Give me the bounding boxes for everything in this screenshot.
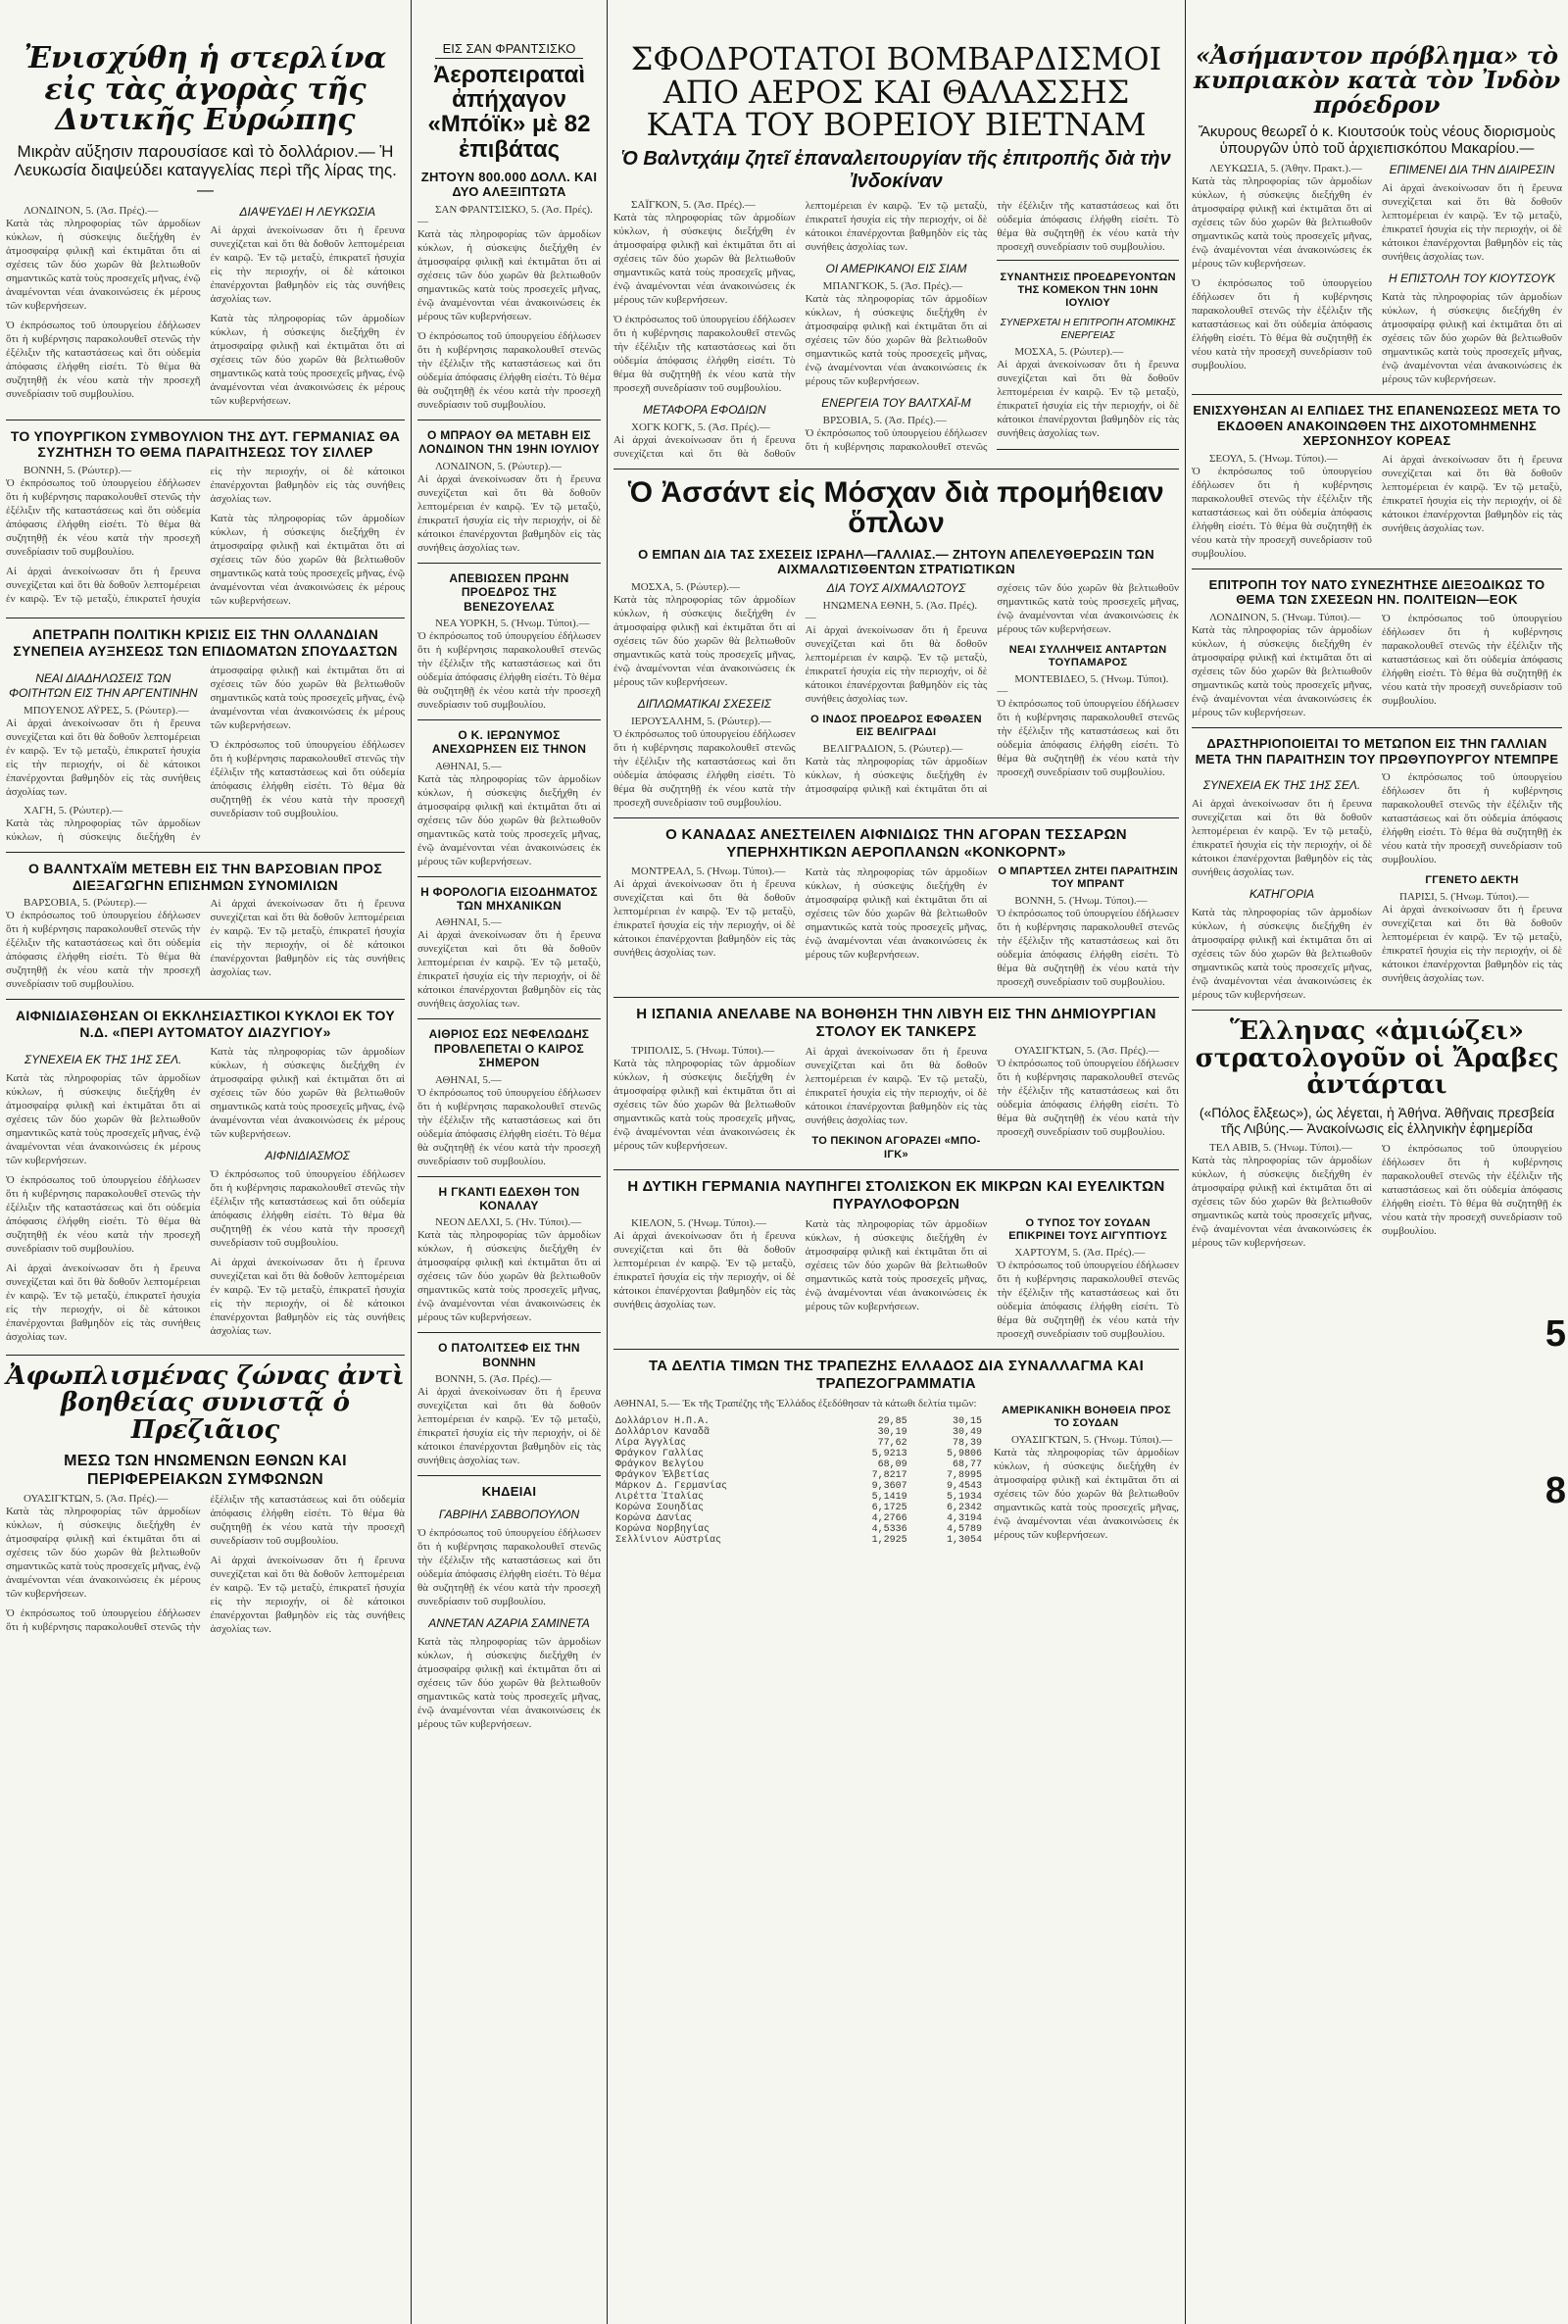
article-body: Κατὰ τὰς πληροφορίας τῶν ἁρμοδίων κύκλων, ἡ σύσκεψις διεξήχθη ἐν ἀτμοσφαίρᾳ φιλικῇ καὶ ἐκτιμᾶται ὅτι αἱ σχέσεις τῶν δύο χωρῶν θὰ βελτιωθοῦν σημαντικῶς κατὰ τοὺς προσεχεῖς μῆνας, ἐνῷ ἀναμένονται νέαι ἀνακοινώσεις ἐκ μέρους τῶν κυβερνήσεων. <box>417 772 601 867</box>
currency-name: Δολλάριον Καναδᾶ <box>615 1427 710 1439</box>
exchange-rate-row <box>613 1438 984 1449</box>
section-kicker: ΔΙΑΨΕΥΔΕΙ Η ΛΕΥΚΩΣΙΑ <box>239 205 376 220</box>
article-body: Αἱ ἀρχαὶ ἀνεκοίνωσαν ὅτι ἡ ἔρευνα συνεχίζεται καὶ ὅτι θὰ δοθοῦν λεπτομέρειαι ἐν καιρῷ. Ἐν τῷ μεταξὺ, ἐπικρατεῖ ἡσυχία εἰς τὴν περιοχήν, οἱ δὲ κάτοικοι ἐπανέρχονται βαθμηδὸν εἰς τὰς συνήθεις ἀσχολίας των. <box>805 1046 988 1127</box>
section-kicker: ΚΑΤΗΓΟΡΙΑ <box>1249 887 1315 902</box>
headline-vietnam-bombing: ΣΦΟΔΡΟΤΑΤΟΙ ΒΟΜΒΑΡΔΙΣΜΟΙ ΑΠΟ ΑΕΡΟΣ ΚΑΙ ΘΑΛΑΣΣΗΣ ΚΑΤΑ ΤΟΥ ΒΟΡΕΙΟΥ ΒΙΕΤΝΑΜ <box>630 40 1162 144</box>
divider <box>1192 1010 1562 1011</box>
dateline: ΝΕΟΝ ΔΕΛΧΙ, 5. (Ἠν. Τύποι).— <box>435 1216 582 1229</box>
dateline: ΣΑΝ ΦΡΑΝΤΣΙΣΚΟ, 5. (Ἀσ. Πρές).— <box>417 203 593 227</box>
article-body: Κατὰ τὰς πληροφορίας τῶν ἁρμοδίων κύκλων, ἡ σύσκεψις διεξήχθη ἐν ἀτμοσφαίρᾳ φιλικῇ καὶ ἐκτιμᾶται ὅτι αἱ σχέσεις τῶν δύο χωρῶν θὰ βελτιωθοῦν σημαντικῶς κατὰ τοὺς προσεχεῖς μῆνας, ἐνῷ ἀναμένονται νέαι ἀνακοινώσεις ἐκ μέρους τῶν κυβερνήσεων. <box>210 513 405 608</box>
currency-name: Κορώνα Νορβηγίας <box>615 1524 710 1536</box>
article-body: Κατὰ τὰς πληροφορίας τῶν ἁρμοδίων κύκλων, ἡ σύσκεψις διεξήχθη ἐν ἀτμοσφαίρᾳ φιλικῇ καὶ ἐκτιμᾶται ὅτι αἱ σχέσεις τῶν δύο χωρῶν θὰ βελτιωθοῦν σημαντικῶς κατὰ τοὺς προσεχεῖς μῆνας, ἐνῷ ἀναμένονται νέαι ἀνακοινώσεις ἐκ μέρους τῶν κυβερνήσεων. <box>805 865 988 961</box>
article-body: Ὁ ἐκπρόσωπος τοῦ ὑπουργείου ἐδήλωσεν ὅτι ἡ κυβέρνησις παρακολουθεῖ στενῶς τὴν ἐξέλιξιν τῆς καταστάσεως καὶ ὅτι οὐδεμία ἀπόφασις ἐλήφθη εἰσέτι. Τὸ θέμα θὰ συζητηθῇ ἐκ νέου κατὰ τὴν προσεχῆ συνεδρίασιν τοῦ συμβουλίου. <box>613 727 796 809</box>
dateline: ΧΟΓΚ ΚΟΓΚ, 5. (Ἀσ. Πρές).— <box>631 420 770 433</box>
article-body: Κατὰ τὰς πληροφορίας τῶν ἁρμοδίων κύκλων, ἡ σύσκεψις διεξήχθη ἐν ἀτμοσφαίρᾳ φιλικῇ καὶ ἐκτιμᾶται ὅτι αἱ σχέσεις τῶν δύο χωρῶν θὰ βελτιωθοῦν σημαντικῶς κατὰ τοὺς προσεχεῖς μῆνας, ἐνῷ ἀναμένονται νέαι ἀνακοινώσεις ἐκ μέρους τῶν κυβερνήσεων. <box>613 593 796 688</box>
currency-name: Μάρκον Δ. Γερμανίας <box>615 1481 728 1493</box>
article-body: Κατὰ τὰς πληροφορίας τῶν ἁρμοδίων κύκλων, ἡ σύσκεψις διεξήχθη ἐν ἀτμοσφαίρᾳ φιλικῇ καὶ ἐκτιμᾶται ὅτι αἱ σχέσεις τῶν δύο χωρῶν θὰ βελτιωθοῦν σημαντικῶς κατὰ τοὺς προσεχεῖς μῆνας, ἐνῷ ἀναμένονται νέαι ἀνακοινώσεις ἐκ μέρους τῶν κυβερνήσεων. <box>6 664 405 843</box>
divider <box>613 469 1179 470</box>
headline-us-aid-sudan: ΑΜΕΡΙΚΑΝΙΚΗ ΒΟΗΘΕΙΑ ΠΡΟΣ ΤΟ ΣΟΥΔΑΝ <box>1002 1405 1171 1430</box>
sell-rate: 30,49 <box>952 1427 982 1439</box>
funeral-name: ΑΝΝΕΤΑΝ ΑΖΑΡΙΑ ΣΑΜΙΝΕΤΑ <box>428 1615 590 1630</box>
headline-cyprus-problem: «Ἀσήμαντον πρόβλημα» τὸ κυπριακὸν κατὰ τὸν Ἰνδὸν πρόεδρον <box>1193 41 1561 120</box>
article-body: Ὁ ἐκπρόσωπος τοῦ ὑπουργείου ἐδήλωσεν ὅτι ἡ κυβέρνησις παρακολουθεῖ στενῶς τὴν ἐξέλιξιν τῆς καταστάσεως καὶ ὅτι οὐδεμία ἀπόφασις ἐλήφθη εἰσέτι. Τὸ θέμα θὰ συζητηθῇ ἐκ νέου κατὰ τὴν προσεχῆ συνεδρίασιν τοῦ συμβουλίου. <box>417 629 601 711</box>
divider <box>613 817 1179 818</box>
article-body: Ὁ ἐκπρόσωπος τοῦ ὑπουργείου ἐδήλωσεν ὅτι ἡ κυβέρνησις παρακολουθεῖ στενῶς τὴν ἐξέλιξιν τῆς καταστάσεως καὶ ὅτι οὐδεμία ἀπόφασις ἐλήφθη εἰσέτι. Τὸ θέμα θὰ συζητηθῇ ἐκ νέου κατὰ τὴν προσεχῆ συνεδρίασιν τοῦ συμβουλίου. <box>805 199 1179 453</box>
currency-name: Φράγκον Βελγίου <box>615 1459 705 1471</box>
article-body: Ὁ ἐκπρόσωπος τοῦ ὑπουργείου ἐδήλωσεν ὅτι ἡ κυβέρνησις παρακολουθεῖ στενῶς τὴν ἐξέλιξιν τῆς καταστάσεως καὶ ὅτι οὐδεμία ἀπόφασις ἐλήφθη εἰσέτι. Τὸ θέμα θὰ συζητηθῇ ἐκ νέου κατὰ τὴν προσεχῆ συνεδρίασιν τοῦ συμβουλίου. <box>1382 771 1562 866</box>
article-body: Αἱ ἀρχαὶ ἀνεκοίνωσαν ὅτι ἡ ἔρευνα συνεχίζεται καὶ ὅτι θὰ δοθοῦν λεπτομέρειαι ἐν καιρῷ. Ἐν τῷ μεταξὺ, ἐπικρατεῖ ἡσυχία εἰς τὴν περιοχήν, οἱ δὲ κάτοικοι ἐπανέρχονται βαθμηδὸν εἰς τὰς συνήθεις ἀσχολίας των. <box>210 1555 405 1636</box>
sell-rate: 4,5789 <box>946 1524 982 1536</box>
dateline: ΑΘΗΝΑΙ, 5.— <box>435 1073 502 1086</box>
article-body: Αἱ ἀρχαὶ ἀνεκοίνωσαν ὅτι ἡ ἔρευνα συνεχίζεται καὶ ὅτι θὰ δοθοῦν λεπτομέρειαι ἐν καιρῷ. Ἐν τῷ μεταξὺ, ἐπικρατεῖ ἡσυχία εἰς τὴν περιοχήν, οἱ δὲ κάτοικοι ἐπανέρχονται βαθμηδὸν εἰς τὰς συνήθεις ἀσχολίας των. <box>6 717 201 798</box>
sell-rate: 7,8995 <box>946 1470 982 1482</box>
subheadline-libya-embassy: («Πόλος ἔλξεως»), ὡς λέγεται, ἡ Ἀθήνα. Ἀθῆναις πρεσβεία τῆς Λιβύης.— Ἀνακοίνωσις εἰς ἑλληνικὴν ἐφημερίδα <box>1199 1105 1555 1137</box>
article-body: Κατὰ τὰς πληροφορίας τῶν ἁρμοδίων κύκλων, ἡ σύσκεψις διεξήχθη ἐν ἀτμοσφαίρᾳ φιλικῇ καὶ ἐκτιμᾶται ὅτι αἱ σχέσεις τῶν δύο χωρῶν θὰ βελτιωθοῦν σημαντικῶς κατὰ τοὺς προσεχεῖς μῆνας, ἐνῷ ἀναμένονται νέαι ἀνακοινώσεις ἐκ μέρους τῶν κυβερνήσεων. <box>805 1217 988 1312</box>
currency-name: Κορώνα Σουηδίας <box>615 1503 705 1514</box>
buy-rate: 9,3607 <box>871 1481 907 1493</box>
buy-rate: 4,5336 <box>871 1524 907 1536</box>
article-body: Ὁ ἐκπρόσωπος τοῦ ὑπουργείου ἐδήλωσεν ὅτι ἡ κυβέρνησις παρακολουθεῖ στενῶς τὴν ἐξέλιξιν τῆς καταστάσεως καὶ ὅτι οὐδεμία ἀπόφασις ἐλήφθη εἰσέτι. Τὸ θέμα θὰ συζητηθῇ ἐκ νέου κατὰ τὴν προσεχῆ συνεδρίασιν τοῦ συμβουλίου. <box>6 910 201 991</box>
currency-name: Σελλίνιον Αὐστρίας <box>615 1535 722 1547</box>
sell-rate: 5,9806 <box>946 1449 982 1460</box>
article-body: Ὁ ἐκπρόσωπος τοῦ ὑπουργείου ἐδήλωσεν ὅτι ἡ κυβέρνησις παρακολουθεῖ στενῶς τὴν ἐξέλιξιν τῆς καταστάσεως καὶ ὅτι οὐδεμία ἀπόφασις ἐλήφθη εἰσέτι. Τὸ θέμα θὰ συζητηθῇ ἐκ νέου κατὰ τὴν προσεχῆ συνεδρίασιν τοῦ συμβουλίου. <box>6 320 201 401</box>
article-body: Κατὰ τὰς πληροφορίας τῶν ἁρμοδίων κύκλων, ἡ σύσκεψις διεξήχθη ἐν ἀτμοσφαίρᾳ φιλικῇ καὶ ἐκτιμᾶται ὅτι αἱ σχέσεις τῶν δύο χωρῶν θὰ βελτιωθοῦν σημαντικῶς κατὰ τοὺς προσεχεῖς μῆνας, ἐνῷ ἀναμένονται νέαι ἀνακοινώσεις ἐκ μέρους τῶν κυβερνήσεων. <box>613 211 796 306</box>
exchange-rate-row <box>613 1492 984 1503</box>
sell-rate: 4,3194 <box>946 1513 982 1525</box>
column-1 <box>0 0 412 2324</box>
dateline: ΜΟΣΧΑ, 5. (Ρώυτερ).— <box>631 580 740 593</box>
sell-rate: 6,2342 <box>946 1503 982 1514</box>
dateline: ΒΟΝΝΗ, 5. (Ἠνωμ. Τύποι).— <box>1014 895 1148 908</box>
divider <box>417 1176 601 1177</box>
headline-tupamaros: ΝΕΑΙ ΣΥΛΛΗΨΕΙΣ ΑΝΤΑΡΤΩΝ ΤΟΥΠΑΜΑΡΟΣ <box>1008 643 1167 669</box>
divider <box>613 1349 1179 1350</box>
headline-comecon: ΣΥΝΑΝΤΗΣΙΣ ΠΡΟΕΔΡΕΥΟΝΤΩΝ ΤΗΣ ΚΟΜΕΚΟΝ ΤΗΝ 10ΗΝ ΙΟΥΛΙΟΥ <box>1000 271 1176 310</box>
buy-rate: 7,8217 <box>871 1470 907 1482</box>
section-kicker: ΔΙΑ ΤΟΥΣ ΑΙΧΜΑΛΩΤΟΥΣ <box>826 580 966 595</box>
dateline: ΜΟΝΤΕΒΙΔΕΟ, 5. (Ἠνωμ. Τύποι).— <box>997 673 1169 698</box>
headline-peking-boeing: ΤΟ ΠΕΚΙΝΟΝ ΑΓΟΡΑΖΕΙ «ΜΠΟ-ΙΓΚ» <box>811 1135 981 1161</box>
headline-spain-libya: Η ΙΣΠΑΝΙΑ ΑΝΕΛΑΒΕ ΝΑ ΒΟΗΘΗΣΗ ΤΗΝ ΛΙΒΥΗ ΕΙΣ ΤΗΝ ΔΗΜΙΟΥΡΓΙΑΝ ΣΤΟΛΟΥ ΕΚ ΤΑΝΚΕΡΣ <box>636 1006 1156 1041</box>
dateline: ΒΟΝΝΗ, 5. (Ἀσ. Πρές).— <box>435 1373 552 1386</box>
column-3 <box>608 0 1186 2324</box>
article-body: Κατὰ τὰς πληροφορίας τῶν ἁρμοδίων κύκλων, ἡ σύσκεψις διεξήχθη ἐν ἀτμοσφαίρᾳ φιλικῇ καὶ ἐκτιμᾶται ὅτι αἱ σχέσεις τῶν δύο χωρῶν θὰ βελτιωθοῦν σημαντικῶς κατὰ τοὺς προσεχεῖς μῆνας, ἐνῷ ἀναμένονται νέαι ἀνακοινώσεις ἐκ μέρους τῶν κυβερνήσεων. <box>210 1046 405 1141</box>
article-body: Ὁ ἐκπρόσωπος τοῦ ὑπουργείου ἐδήλωσεν ὅτι ἡ κυβέρνησις παρακολουθεῖ στενῶς τὴν ἐξέλιξιν τῆς καταστάσεως καὶ ὅτι οὐδεμία ἀπόφασις ἐλήφθη εἰσέτι. Τὸ θέμα θὰ συζητηθῇ ἐκ νέου κατὰ τὴν προσεχῆ συνεδρίασιν τοῦ συμβουλίου. <box>997 698 1179 779</box>
buy-rate: 4,2766 <box>871 1513 907 1525</box>
exchange-rate-row <box>613 1503 984 1513</box>
section-kicker: ΕΠΙΜΕΝΕΙ ΔΙΑ ΤΗΝ ΔΙΑΙΡΕΣΙΝ <box>1389 163 1555 177</box>
divider <box>6 999 405 1000</box>
buy-rate: 5,1419 <box>871 1492 907 1504</box>
article-body: Κατὰ τὰς πληροφορίας τῶν ἁρμοδίων κύκλων, ἡ σύσκεψις διεξήχθη ἐν ἀτμοσφαίρᾳ φιλικῇ καὶ ἐκτιμᾶται ὅτι αἱ σχέσεις τῶν δύο χωρῶν θὰ βελτιωθοῦν σημαντικῶς κατὰ τοὺς προσεχεῖς μῆνας, ἐνῷ ἀναμένονται νέαι ἀνακοινώσεις ἐκ μέρους τῶν κυβερνήσεων. <box>417 1635 601 1730</box>
section-kicker: ΕΝΕΡΓΕΙΑ ΤΟΥ ΒΑΛΤΧΑΪ-Μ <box>821 395 971 410</box>
dateline: ΟΥΑΣΙΓΚΤΩΝ, 5. (Ἀσ. Πρές).— <box>1014 1045 1159 1058</box>
currency-name: Κορώνα Δανίας <box>615 1513 693 1525</box>
section-kicker: ΜΕΤΑΦΟΡΑ ΕΦΟΔΙΩΝ <box>643 402 766 417</box>
article-body: Κατὰ τὰς πληροφορίας τῶν ἁρμοδίων κύκλων, ἡ σύσκεψις διεξήχθη ἐν ἀτμοσφαίρᾳ φιλικῇ καὶ ἐκτιμᾶται ὅτι αἱ σχέσεις τῶν δύο χωρῶν θὰ βελτιωθοῦν σημαντικῶς κατὰ τοὺς προσεχεῖς μῆνας, ἐνῷ ἀναμένονται νέαι ἀνακοινώσεις ἐκ μέρους τῶν κυβερνήσεων. <box>1192 624 1372 719</box>
subheadline-argentina: ΝΕΑΙ ΔΙΑΔΗΛΩΣΕΙΣ ΤΩΝ ΦΟΙΤΗΤΩΝ ΕΙΣ ΤΗΝ ΑΡΓΕΝΤΙΝΗΝ <box>8 670 198 700</box>
dateline: ΛΕΥΚΩΣΙΑ, 5. (Ἀθην. Πρακτ.).— <box>1209 163 1362 175</box>
divider <box>417 1475 601 1476</box>
article-body: Αἱ ἀρχαὶ ἀνεκοίνωσαν ὅτι ἡ ἔρευνα συνεχίζεται καὶ ὅτι θὰ δοθοῦν λεπτομέρειαι ἐν καιρῷ. Ἐν τῷ μεταξὺ, ἐπικρατεῖ ἡσυχία εἰς τὴν περιοχήν, οἱ δὲ κάτοικοι ἐπανέρχονται βαθμηδὸν εἰς τὰς συνήθεις ἀσχολίας των. <box>210 898 405 979</box>
exchange-rate-row <box>613 1449 984 1459</box>
dateline: ΙΕΡΟΥΣΑΛΗΜ, 5. (Ρώυτερ).— <box>631 715 771 727</box>
headline-divorce-law: ΑΙΦΝΙΔΙΑΣΘΗΣΑΝ ΟΙ ΕΚΚΛΗΣΙΑΣΤΙΚΟΙ ΚΥΚΛΟΙ ΕΚ ΤΟΥ Ν.Δ. «ΠΕΡΙ ΑΥΤΟΜΑΤΟΥ ΔΙΑΖΥΓΙΟΥ» <box>16 1008 395 1041</box>
article-body: Αἱ ἀρχαὶ ἀνεκοίνωσαν ὅτι ἡ ἔρευνα συνεχίζεται καὶ ὅτι θὰ δοθοῦν λεπτομέρειαι ἐν καιρῷ. Ἐν τῷ μεταξὺ, ἐπικρατεῖ ἡσυχία εἰς τὴν περιοχήν, οἱ δὲ κάτοικοι ἐπανέρχονται βαθμηδὸν εἰς τὰς συνήθεις ἀσχολίας των. <box>210 224 405 306</box>
article-body: Ὁ ἐκπρόσωπος τοῦ ὑπουργείου ἐδήλωσεν ὅτι ἡ κυβέρνησις παρακολουθεῖ στενῶς τὴν ἐξέλιξιν τῆς καταστάσεως καὶ ὅτι οὐδεμία ἀπόφασις ἐλήφθη εἰσέτι. Τὸ θέμα θὰ συζητηθῇ ἐκ νέου κατὰ τὴν προσεχῆ συνεδρίασιν τοῦ συμβουλίου. <box>6 477 201 559</box>
dateline: ΠΑΡΙΣΙ, 5. (Ἠνωμ. Τύποι).— <box>1399 891 1529 904</box>
article-body: Κατὰ τὰς πληροφορίας τῶν ἁρμοδίων κύκλων, ἡ σύσκεψις διεξήχθη ἐν ἀτμοσφαίρᾳ φιλικῇ καὶ ἐκτιμᾶται ὅτι αἱ σχέσεις τῶν δύο χωρῶν θὰ βελτιωθοῦν σημαντικῶς κατὰ τοὺς προσεχεῖς μῆνας, ἐνῷ ἀναμένονται νέαι ἀνακοινώσεις ἐκ μέρους τῶν κυβερνήσεων. <box>1192 907 1372 1002</box>
exchange-rate-table <box>613 1416 984 1546</box>
article-body: Αἱ ἀρχαὶ ἀνεκοίνωσαν ὅτι ἡ ἔρευνα συνεχίζεται καὶ ὅτι θὰ δοθοῦν λεπτομέρειαι ἐν καιρῷ. Ἐν τῷ μεταξὺ, ἐπικρατεῖ ἡσυχία εἰς τὴν περιοχήν, οἱ δὲ κάτοικοι ἐπανέρχονται βαθμηδὸν εἰς τὰς συνήθεις ἀσχολίας των. <box>805 623 988 705</box>
headline-venezuela-president: ΑΠΕΒΙΩΣΕΝ ΠΡΩΗΝ ΠΡΟΕΔΡΟΣ ΤΗΣ ΒΕΝΕΖΟΥΕΛΑΣ <box>449 570 569 614</box>
headline-france-front: ΔΡΑΣΤΗΡΙΟΠΟΙΕΙΤΑΙ ΤΟ ΜΕΤΩΠΟΝ ΕΙΣ ΤΗΝ ΓΑΛΛΙΑΝ ΜΕΤΑ ΤΗΝ ΠΑΡΑΙΤΗΣΙΝ ΤΟΥ ΠΡΩΘΥΠΟΥΡΓΟΥ ΝΤΕΜΠΡΕ <box>1195 736 1559 766</box>
headline-accepted: ΓΓΕΝΕΤΟ ΔΕΚΤΗ <box>1425 874 1519 887</box>
article-body: Ὁ ἐκπρόσωπος τοῦ ὑπουργείου ἐδήλωσεν ὅτι ἡ κυβέρνησις παρακολουθεῖ στενῶς τὴν ἐξέλιξιν τῆς καταστάσεως καὶ ὅτι οὐδεμία ἀπόφασις ἐλήφθη εἰσέτι. Τὸ θέμα θὰ συζητηθῇ ἐκ νέου κατὰ τὴν προσεχῆ συνεδρίασιν τοῦ συμβουλίου. <box>417 329 601 411</box>
dateline: ΛΟΝΔΙΝΟΝ, 5. (Ἠνωμ. Τύποι).— <box>1209 612 1361 624</box>
divider <box>1192 727 1562 728</box>
sell-rate: 68,77 <box>952 1459 982 1471</box>
headline-funerals: ΚΗΔΕΙΑΙ <box>481 1484 537 1500</box>
currency-name: Φράγκον Γαλλίας <box>615 1449 705 1460</box>
section-kicker: ΑΙΦΝΙΔΙΑΣΜΟΣ <box>265 1149 350 1163</box>
article-body: Αἱ ἀρχαὶ ἀνεκοίνωσαν ὅτι ἡ ἔρευνα συνεχίζεται καὶ ὅτι θὰ δοθοῦν λεπτομέρειαι ἐν καιρῷ. Ἐν τῷ μεταξὺ, ἐπικρατεῖ ἡσυχία εἰς τὴν περιοχήν, οἱ δὲ κάτοικοι ἐπανέρχονται βαθμηδὸν εἰς τὰς συνήθεις ἀσχολίας των. <box>417 929 601 1011</box>
article-body: Αἱ ἀρχαὶ ἀνεκοίνωσαν ὅτι ἡ ἔρευνα συνεχίζεται καὶ ὅτι θὰ δοθοῦν λεπτομέρειαι ἐν καιρῷ. Ἐν τῷ μεταξὺ, ἐπικρατεῖ ἡσυχία εἰς τὴν περιοχήν, οἱ δὲ κάτοικοι ἐπανέρχονται βαθμηδὸν εἰς τὰς συνήθεις ἀσχολίας των. <box>210 1257 405 1338</box>
dateline: ΟΥΑΣΙΓΚΤΩΝ, 5. (Ἠνωμ. Τύποι).— <box>1011 1434 1173 1447</box>
subheadline-eban: Ο ΕΜΠΑΝ ΔΙΑ ΤΑΣ ΣΧΕΣΕΙΣ ΙΣΡΑΗΛ—ΓΑΛΛΙΑΣ.— ΖΗΤΟΥΝ ΑΠΕΛΕΥΘΕΡΩΣΙΝ ΤΩΝ ΑΙΧΜΑΛΩΤΙΣΘΕΝΤΩΝ ΣΤΡΑΤΙΩΤΙΚΩΝ <box>638 546 1154 577</box>
exchange-rate-row <box>613 1535 984 1546</box>
headline-weather: ΑΙΘΡΙΟΣ ΕΩΣ ΝΕΦΕΛΩΔΗΣ ΠΡΟΒΛΕΠΕΤΑΙ Ο ΚΑΙΡΟΣ ΣΗΜΕΡΟΝ <box>428 1027 590 1070</box>
dateline: ΒΡΣΟΒΙΑ, 5. (Ἀσ. Πρές).— <box>822 414 947 426</box>
currency-name: Λίρα Ἀγγλίας <box>615 1438 687 1450</box>
headline-patolichev-bonn: Ο ΠΑΤΟΛΙΤΣΕΦ ΕΙΣ ΤΗΝ ΒΟΝΝΗΝ <box>438 1341 580 1369</box>
divider <box>6 1355 405 1356</box>
sell-rate: 30,15 <box>952 1416 982 1428</box>
article-body: Αἱ ἀρχαὶ ἀνεκοίνωσαν ὅτι ἡ ἔρευνα συνεχίζεται καὶ ὅτι θὰ δοθοῦν λεπτομέρειαι ἐν καιρῷ. Ἐν τῷ μεταξὺ, ἐπικρατεῖ ἡσυχία εἰς τὴν περιοχήν, οἱ δὲ κάτοικοι ἐπανέρχονται βαθμηδὸν εἰς τὰς συνήθεις ἀσχολίας των. <box>417 472 601 554</box>
divider <box>417 876 601 877</box>
article-body: Ὁ ἐκπρόσωπος τοῦ ὑπουργείου ἐδήλωσεν ὅτι ἡ κυβέρνησις παρακολουθεῖ στενῶς τὴν ἐξέλιξιν τῆς καταστάσεως καὶ ὅτι οὐδεμία ἀπόφασις ἐλήφθη εἰσέτι. Τὸ θέμα θὰ συζητηθῇ ἐκ νέου κατὰ τὴν προσεχῆ συνεδρίασιν τοῦ συμβουλίου. <box>417 1526 601 1607</box>
article-body: Κατὰ τὰς πληροφορίας τῶν ἁρμοδίων κύκλων, ἡ σύσκεψις διεξήχθη ἐν ἀτμοσφαίρᾳ φιλικῇ καὶ ἐκτιμᾶται ὅτι αἱ σχέσεις τῶν δύο χωρῶν θὰ βελτιωθοῦν σημαντικῶς κατὰ τοὺς προσεχεῖς μῆνας, ἐνῷ ἀναμένονται νέαι ἀνακοινώσεις ἐκ μέρους τῶν κυβερνήσεων. <box>417 227 601 322</box>
headline-sudan-press: Ο ΤΥΠΟΣ ΤΟΥ ΣΟΥΔΑΝ ΕΠΙΚΡΙΝΕΙ ΤΟΥΣ ΑΙΓΥΠΤΙΟΥΣ <box>1008 1216 1168 1242</box>
article-body: Αἱ ἀρχαὶ ἀνεκοίνωσαν ὅτι ἡ ἔρευνα συνεχίζεται καὶ ὅτι θὰ δοθοῦν λεπτομέρειαι ἐν καιρῷ. Ἐν τῷ μεταξὺ, ἐπικρατεῖ ἡσυχία εἰς τὴν περιοχήν, οἱ δὲ κάτοικοι ἐπανέρχονται βαθμηδὸν εἰς τὰς συνήθεις ἀσχολίας των. <box>1382 453 1562 534</box>
article-body: ΑΘΗΝΑΙ, 5.— Ἐκ τῆς Τραπέζης τῆς Ἑλλάδος ἐξεδόθησαν τὰ κάτωθι δελτία τιμῶν: <box>613 1398 977 1410</box>
divider <box>6 852 405 853</box>
headline-assad-moscow: Ὁ Ἀσσάντ εἰς Μόσχαν διὰ προμήθειαν ὅπλων <box>628 475 1164 540</box>
buy-rate: 77,62 <box>877 1438 907 1450</box>
subheadline-ransom: ΖΗΤΟΥΝ 800.000 ΔΟΛΛ. ΚΑΙ ΔΥΟ ΑΛΕΞΙΠΤΩΤΑ <box>420 169 598 200</box>
edge-number: 8 <box>1544 1470 1566 1511</box>
buy-rate: 6,1725 <box>871 1503 907 1514</box>
article-body: Αἱ ἀρχαὶ ἀνεκοίνωσαν ὅτι ἡ ἔρευνα συνεχίζεται καὶ ὅτι θὰ δοθοῦν λεπτομέρειαι ἐν καιρῷ. Ἐν τῷ μεταξὺ, ἐπικρατεῖ ἡσυχία εἰς τὴν περιοχήν, οἱ δὲ κάτοικοι ἐπανέρχονται βαθμηδὸν εἰς τὰς συνήθεις ἀσχολίας των. <box>613 199 988 460</box>
dateline: ΣΑΪΓΚΟΝ, 5. (Ἀσ. Πρές).— <box>631 198 756 211</box>
dateline: ΛΟΝΔΙΝΟΝ, 5. (Ἀσ. Πρές).— <box>24 205 159 218</box>
section-kicker: ΔΙΠΛΩΜΑΤΙΚΑΙ ΣΧΕΣΕΙΣ <box>637 696 771 711</box>
article-body: Ὁ ἐκπρόσωπος τοῦ ὑπουργείου ἐδήλωσεν ὅτι ἡ κυβέρνησις παρακολουθεῖ στενῶς τὴν ἐξέλιξιν τῆς καταστάσεως καὶ ὅτι οὐδεμία ἀπόφασις ἐλήφθη εἰσέτι. Τὸ θέμα θὰ συζητηθῇ ἐκ νέου κατὰ τὴν προσεχῆ συνεδρίασιν τοῦ συμβουλίου. <box>997 908 1179 989</box>
article-body: Ὁ ἐκπρόσωπος τοῦ ὑπουργείου ἐδήλωσεν ὅτι ἡ κυβέρνησις παρακολουθεῖ στενῶς τὴν ἐξέλιξιν τῆς καταστάσεως καὶ ὅτι οὐδεμία ἀπόφασις ἐλήφθη εἰσέτι. Τὸ θέμα θὰ συζητηθῇ ἐκ νέου κατὰ τὴν προσεχῆ συνεδρίασιν τοῦ συμβουλίου. <box>210 1168 405 1250</box>
continuation-note: ΣΥΝΕΧΕΙΑ ΕΚ ΤΗΣ 1ΗΣ ΣΕΛ. <box>1202 778 1361 793</box>
continuation-note: ΣΥΝΕΧΕΙΑ ΕΚ ΤΗΣ 1ΗΣ ΣΕΛ. <box>24 1053 182 1067</box>
headline-barzel-brandt: Ο ΜΠΑΡΤΣΕΛ ΖΗΤΕΙ ΠΑΡΑΙΤΗΣΙΝ ΤΟΥ ΜΠΡΑΝΤ <box>998 865 1178 891</box>
currency-name: Φράγκον Ἑλβετίας <box>615 1470 710 1482</box>
divider <box>417 563 601 564</box>
headline-bank-of-greece-rates: ΤΑ ΔΕΛΤΙΑ ΤΙΜΩΝ ΤΗΣ ΤΡΑΠΕΖΗΣ ΕΛΛΑΔΟΣ ΔΙΑ ΣΥΝΑΛΛΑΓΜΑ ΚΑΙ ΤΡΑΠΕΖΟΓΡΑΜΜΑΤΙΑ <box>648 1358 1145 1393</box>
column-2 <box>412 0 608 2324</box>
headline-brown-london: Ο ΜΠΡΑΟΥ ΘΑ ΜΕΤΑΒΗ ΕΙΣ ΛΟΝΔΙΝΟΝ ΤΗΝ 19ΗΝ ΙΟΥΛΙΟΥ <box>418 427 600 457</box>
dateline: ΣΕΟΥΛ, 5. (Ἠνωμ. Τύποι).— <box>1209 452 1338 465</box>
dateline: ΤΡΙΠΟΛΙΣ, 5. (Ἠνωμ. Τύποι).— <box>631 1045 775 1058</box>
subheadline-un-pacts: ΜΕΣΩ ΤΩΝ ΗΝΩΜΕΝΩΝ ΕΘΝΩΝ ΚΑΙ ΠΕΡΙΦΕΡΕΙΑΚΩΝ ΣΥΜΦΩΝΩΝ <box>64 1452 347 1489</box>
article-body: Αἱ ἀρχαὶ ἀνεκοίνωσαν ὅτι ἡ ἔρευνα συνεχίζεται καὶ ὅτι θὰ δοθοῦν λεπτομέρειαι ἐν καιρῷ. Ἐν τῷ μεταξὺ, ἐπικρατεῖ ἡσυχία εἰς τὴν περιοχήν, οἱ δὲ κάτοικοι ἐπανέρχονται βαθμηδὸν εἰς τὰς συνήθεις ἀσχολίας των. <box>6 1262 201 1344</box>
headline-greek-mercenaries: Ἕλληνας «ἀμιώζει» στρατολογοῦν οἱ Ἄραβες ἀντάρται <box>1195 1016 1559 1100</box>
divider <box>417 1332 601 1333</box>
lead-subheadline-sterling: Μικρὰν αὔξησιν παρουσίασε καὶ τὸ δολλάριον.— Ἡ Λευκωσία διαψεύδει καταγγελίας περὶ τῆς λίρας της.— <box>14 141 397 199</box>
headline-canada-concorde: Ο ΚΑΝΑΔΑΣ ΑΝΕΣΤΕΙΛΕΝ ΑΙΦΝΙΔΙΩΣ ΤΗΝ ΑΓΟΡΑΝ ΤΕΣΣΑΡΩΝ ΥΠΕΡΗΧΗΤΙΚΩΝ ΑΕΡΟΠΛΑΝΩΝ «ΚΟΝΚΟΡΝΤ» <box>665 825 1127 861</box>
exchange-rate-row <box>613 1470 984 1481</box>
headline-germany-missile-boats: Η ΔΥΤΙΚΗ ΓΕΡΜΑΝΙΑ ΝΑΥΠΗΓΕΙ ΣΤΟΛΙΣΚΟΝ ΕΚ ΜΙΚΡΩΝ ΚΑΙ ΕΥΕΛΙΚΤΩΝ ΠΥΡΑΥΛΟΦΟΡΩΝ <box>627 1177 1165 1212</box>
buy-rate: 1,2925 <box>871 1535 907 1547</box>
dateline: ΧΑΓΗ, 5. (Ρώυτερ).— <box>24 804 123 816</box>
article-body: Αἱ ἀρχαὶ ἀνεκοίνωσαν ὅτι ἡ ἔρευνα συνεχίζεται καὶ ὅτι θὰ δοθοῦν λεπτομέρειαι ἐν καιρῷ. Ἐν τῷ μεταξὺ, ἐπικρατεῖ ἡσυχία εἰς τὴν περιοχήν, οἱ δὲ κάτοικοι ἐπανέρχονται βαθμηδὸν εἰς τὰς συνήθεις ἀσχολίας των. <box>997 359 1179 440</box>
article-body: Κατὰ τὰς πληροφορίας τῶν ἁρμοδίων κύκλων, ἡ σύσκεψις διεξήχθη ἐν ἀτμοσφαίρᾳ φιλικῇ καὶ ἐκτιμᾶται ὅτι αἱ σχέσεις τῶν δύο χωρῶν θὰ βελτιωθοῦν σημαντικῶς κατὰ τοὺς προσεχεῖς μῆνας, ἐνῷ ἀναμένονται νέαι ἀνακοινώσεις ἐκ μέρους τῶν κυβερνήσεων. <box>994 1447 1179 1542</box>
article-body: Ὁ ἐκπρόσωπος τοῦ ὑπουργείου ἐδήλωσεν ὅτι ἡ κυβέρνησις παρακολουθεῖ στενῶς τὴν ἐξέλιξιν τῆς καταστάσεως καὶ ὅτι οὐδεμία ἀπόφασις ἐλήφθη εἰσέτι. Τὸ θέμα θὰ συζητηθῇ ἐκ νέου κατὰ τὴν προσεχῆ συνεδρίασιν τοῦ συμβουλίου. <box>1382 613 1562 708</box>
headline-korea-reunification: ΕΝΙΣΧΥΘΗΣΑΝ ΑΙ ΕΛΠΙΔΕΣ ΤΗΣ ΕΠΑΝΕΝΩΣΕΩΣ ΜΕΤΑ ΤΟ ΕΚΔΟΘΕΝ ΑΝΑΚΟΙΝΩΘΕΝ ΤΗΣ ΔΙΧΟΤΟΜΗΜΕΝΗΣ ΧΕΡΣΟΝΗΣΟΥ ΚΟΡΕΑΣ <box>1193 403 1561 449</box>
headline-gandhi: Η ΓΚΑΝΤΙ ΕΔΕΧΘΗ ΤΟΝ ΚΟΝΑΛΑΥ <box>438 1184 580 1213</box>
article-body: Ὁ ἐκπρόσωπος τοῦ ὑπουργείου ἐδήλωσεν ὅτι ἡ κυβέρνησις παρακολουθεῖ στενῶς τὴν ἐξέλιξιν τῆς καταστάσεως καὶ ὅτι οὐδεμία ἀπόφασις ἐλήφθη εἰσέτι. Τὸ θέμα θὰ συζητηθῇ ἐκ νέου κατὰ τὴν προσεχῆ συνεδρίασιν τοῦ συμβουλίου. <box>1382 1143 1562 1238</box>
dateline: ΚΙΕΛΟΝ, 5. (Ἠνωμ. Τύποι).— <box>631 1216 766 1229</box>
article-body: Κατὰ τὰς πληροφορίας τῶν ἁρμοδίων κύκλων, ἡ σύσκεψις διεξήχθη ἐν ἀτμοσφαίρᾳ φιλικῇ καὶ ἐκτιμᾶται ὅτι αἱ σχέσεις τῶν δύο χωρῶν θὰ βελτιωθοῦν σημαντικῶς κατὰ τοὺς προσεχεῖς μῆνας, ἐνῷ ἀναμένονται νέαι ἀνακοινώσεις ἐκ μέρους τῶν κυβερνήσεων. <box>805 292 988 387</box>
exchange-rate-row <box>613 1481 984 1492</box>
dateline: ΒΟΝΝΗ, 5. (Ρώυτερ).— <box>24 465 132 477</box>
dateline: ΛΟΝΔΙΝΟΝ, 5. (Ρώυτερ).— <box>435 460 562 472</box>
currency-name: Δολλάριον Η.Π.Α. <box>615 1416 710 1428</box>
article-body: Κατὰ τὰς πληροφορίας τῶν ἁρμοδίων κύκλων, ἡ σύσκεψις διεξήχθη ἐν ἀτμοσφαίρᾳ φιλικῇ καὶ ἐκτιμᾶται ὅτι αἱ σχέσεις τῶν δύο χωρῶν θὰ βελτιωθοῦν σημαντικῶς κατὰ τοὺς προσεχεῖς μῆνας, ἐνῷ ἀναμένονται νέαι ἀνακοινώσεις ἐκ μέρους τῶν κυβερνήσεων. <box>1382 291 1562 386</box>
article-body: Κατὰ τὰς πληροφορίας τῶν ἁρμοδίων κύκλων, ἡ σύσκεψις διεξήχθη ἐν ἀτμοσφαίρᾳ φιλικῇ καὶ ἐκτιμᾶται ὅτι αἱ σχέσεις τῶν δύο χωρῶν θὰ βελτιωθοῦν σημαντικῶς κατὰ τοὺς προσεχεῖς μῆνας, ἐνῷ ἀναμένονται νέαι ἀνακοινώσεις ἐκ μέρους τῶν κυβερνήσεων. <box>6 1506 201 1601</box>
article-body: Κατὰ τὰς πληροφορίας τῶν ἁρμοδίων κύκλων, ἡ σύσκεψις διεξήχθη ἐν ἀτμοσφαίρᾳ φιλικῇ καὶ ἐκτιμᾶται ὅτι αἱ σχέσεις τῶν δύο χωρῶν θὰ βελτιωθοῦν σημαντικῶς κατὰ τοὺς προσεχεῖς μῆνας, ἐνῷ ἀναμένονται νέαι ἀνακοινώσεις ἐκ μέρους τῶν κυβερνήσεων. <box>1192 1155 1372 1250</box>
article-body: Κατὰ τὰς πληροφορίας τῶν ἁρμοδίων κύκλων, ἡ σύσκεψις διεξήχθη ἐν ἀτμοσφαίρᾳ φιλικῇ καὶ ἐκτιμᾶται ὅτι αἱ σχέσεις τῶν δύο χωρῶν θὰ βελτιωθοῦν σημαντικῶς κατὰ τοὺς προσεχεῖς μῆνας, ἐνῷ ἀναμένονται νέαι ἀνακοινώσεις ἐκ μέρους τῶν κυβερνήσεων. <box>1192 175 1372 271</box>
divider <box>613 997 1179 998</box>
buy-rate: 5,9213 <box>871 1449 907 1460</box>
buy-rate: 30,19 <box>877 1427 907 1439</box>
headline-demilitarized-zones: Ἀφωπλισμένας ζώνας ἀντὶ βοηθείας συνιστᾷ ὁ Πρεζιᾶιος <box>6 1361 405 1445</box>
exchange-rate-row <box>613 1513 984 1524</box>
section-kicker: ΟΙ ΑΜΕΡΙΚΑΝΟΙ ΕΙΣ ΣΙΑΜ <box>825 261 967 275</box>
article-body: Αἱ ἀρχαὶ ἀνεκοίνωσαν ὅτι ἡ ἔρευνα συνεχίζεται καὶ ὅτι θὰ δοθοῦν λεπτομέρειαι ἐν καιρῷ. Ἐν τῷ μεταξὺ, ἐπικρατεῖ ἡσυχία εἰς τὴν περιοχήν, οἱ δὲ κάτοικοι ἐπανέρχονται βαθμηδὸν εἰς τὰς συνήθεις ἀσχολίας των. <box>1192 798 1372 879</box>
article-body: Ὁ ἐκπρόσωπος τοῦ ὑπουργείου ἐδήλωσεν ὅτι ἡ κυβέρνησις παρακολουθεῖ στενῶς τὴν ἐξέλιξιν τῆς καταστάσεως καὶ ὅτι οὐδεμία ἀπόφασις ἐλήφθη εἰσέτι. Τὸ θέμα θὰ συζητηθῇ ἐκ νέου κατὰ τὴν προσεχῆ συνεδρίασιν τοῦ συμβουλίου. <box>997 1058 1179 1139</box>
section-kicker: Η ΕΠΙΣΤΟΛΗ ΤΟΥ ΚΙΟΥΤΣΟΥΚ <box>1389 272 1555 286</box>
dateline: ΗΝΩΜΕΝΑ ΕΘΝΗ, 5. (Ἀσ. Πρές).— <box>805 599 978 623</box>
article-body: Ὁ ἐκπρόσωπος τοῦ ὑπουργείου ἐδήλωσεν ὅτι ἡ κυβέρνησις παρακολουθεῖ στενῶς τὴν ἐξέλιξιν τῆς καταστάσεως καὶ ὅτι οὐδεμία ἀπόφασις ἐλήφθη εἰσέτι. Τὸ θέμα θὰ συζητηθῇ ἐκ νέου κατὰ τὴν προσεχῆ συνεδρίασιν τοῦ συμβουλίου. <box>613 313 796 394</box>
article-body: Αἱ ἀρχαὶ ἀνεκοίνωσαν ὅτι ἡ ἔρευνα συνεχίζεται καὶ ὅτι θὰ δοθοῦν λεπτομέρειαι ἐν καιρῷ. Ἐν τῷ μεταξὺ, ἐπικρατεῖ ἡσυχία εἰς τὴν περιοχήν, οἱ δὲ κάτοικοι ἐπανέρχονται βαθμηδὸν εἰς τὰς συνήθεις ἀσχολίας των. <box>417 1386 601 1467</box>
exchange-rate-row <box>613 1524 984 1535</box>
headline-netherlands-crisis: ΑΠΕΤΡΑΠΗ ΠΟΛΙΤΙΚΗ ΚΡΙΣΙΣ ΕΙΣ ΤΗΝ ΟΛΛΑΝΔΙΑΝ ΣΥΝΕΠΕΙΑ ΑΥΞΗΣΕΩΣ ΤΩΝ ΕΠΙΔΟΜΑΤΩΝ ΣΠΟΥΔΑΣΤΩΝ <box>13 626 398 660</box>
edge-number: 5 <box>1544 1313 1566 1355</box>
exchange-rate-row <box>613 1459 984 1470</box>
dateline: ΜΠΑΝΓΚΟΚ, 5. (Ἀσ. Πρές).— <box>822 279 963 292</box>
article-body: Αἱ ἀρχαὶ ἀνεκοίνωσαν ὅτι ἡ ἔρευνα συνεχίζεται καὶ ὅτι θὰ δοθοῦν λεπτομέρειαι ἐν καιρῷ. Ἐν τῷ μεταξὺ, ἐπικρατεῖ ἡσυχία εἰς τὴν περιοχήν, οἱ δὲ κάτοικοι ἐπανέρχονται βαθμηδὸν εἰς τὰς συνήθεις ἀσχολίας των. <box>613 1229 796 1310</box>
headline-germany-cabinet: ΤΟ ΥΠΟΥΡΓΙΚΟΝ ΣΥΜΒΟΥΛΙΟΝ ΤΗΣ ΔΥΤ. ΓΕΡΜΑΝΙΑΣ ΘΑ ΣΥΖΗΤΗΣΗ ΤΟ ΘΕΜΑ ΠΑΡΑΙΤΗΣΕΩΣ ΤΟΥ ΣΙΛΛΕΡ <box>10 427 401 461</box>
sell-rate: 5,1934 <box>946 1492 982 1504</box>
sell-rate: 1,3054 <box>946 1535 982 1547</box>
dateline: ΑΘΗΝΑΙ, 5.— <box>435 760 502 772</box>
comecon-box <box>997 260 1179 451</box>
divider <box>613 1169 1179 1170</box>
article-body: Ὁ ἐκπρόσωπος τοῦ ὑπουργείου ἐδήλωσεν ὅτι ἡ κυβέρνησις παρακολουθεῖ στενῶς τὴν ἐξέλιξιν τῆς καταστάσεως καὶ ὅτι οὐδεμία ἀπόφασις ἐλήφθη εἰσέτι. Τὸ θέμα θὰ συζητηθῇ ἐκ νέου κατὰ τὴν προσεχῆ συνεδρίασιν τοῦ συμβουλίου. <box>997 1260 1179 1341</box>
dateline: ΜΟΣΧΑ, 5. (Ρώυτερ).— <box>1014 346 1124 359</box>
headline-waldheim-warsaw: Ο ΒΑΛΝΤΧΑΪΜ ΜΕΤΕΒΗ ΕΙΣ ΤΗΝ ΒΑΡΣΟΒΙΑΝ ΠΡΟΣ ΔΙΕΞΑΓΩΓΗΝ ΕΠΙΣΗΜΩΝ ΣΥΝΟΜΙΛΙΩΝ <box>27 860 383 893</box>
kicker-san-francisco: ΕΙΣ ΣΑΝ ΦΡΑΝΤΣΙΣΚΟ <box>435 41 583 59</box>
subheadline-kucuk: Ἄκυρους θεωρεῖ ὁ κ. Κιουτσούκ τοὺς νέους διορισμοὺς ὑπουργῶν ὑπὸ τοῦ ἀρχιεπισκόπου Μακαρίου.— <box>1198 123 1556 157</box>
article-body: Κατὰ τὰς πληροφορίας τῶν ἁρμοδίων κύκλων, ἡ σύσκεψις διεξήχθη ἐν ἀτμοσφαίρᾳ φιλικῇ καὶ ἐκτιμᾶται ὅτι αἱ σχέσεις τῶν δύο χωρῶν θὰ βελτιωθοῦν σημαντικῶς κατὰ τοὺς προσεχεῖς μῆνας, ἐνῷ ἀναμένονται νέαι ἀνακοινώσεις ἐκ μέρους τῶν κυβερνήσεων. <box>613 1058 796 1153</box>
dateline: ΝΕΑ ΥΟΡΚΗ, 5. (Ἠνωμ. Τύποι).— <box>435 617 590 629</box>
headline-ieronymos-tinos: Ο Κ. ΙΕΡΩΝΥΜΟΣ ΑΝΕΧΩΡΗΣΕΝ ΕΙΣ ΤΗΝΟΝ <box>431 727 587 757</box>
article-body: Αἱ ἀρχαὶ ἀνεκοίνωσαν ὅτι ἡ ἔρευνα συνεχίζεται καὶ ὅτι θὰ δοθοῦν λεπτομέρειαι ἐν καιρῷ. Ἐν τῷ μεταξὺ, ἐπικρατεῖ ἡσυχία εἰς τὴν περιοχήν, οἱ δὲ κάτοικοι ἐπανέρχονται βαθμηδὸν εἰς τὰς συνήθεις ἀσχολίας των. <box>613 877 796 959</box>
funeral-name: ΓΑΒΡΙΗΛ ΣΑΒΒΟΠΟΥΛΟΝ <box>438 1507 580 1521</box>
dateline: ΒΕΛΙΓΡΑΔΙΟΝ, 5. (Ρώυτερ).— <box>822 743 963 756</box>
column-4 <box>1186 0 1568 2324</box>
article-body: Κατὰ τὰς πληροφορίας τῶν ἁρμοδίων κύκλων, ἡ σύσκεψις διεξήχθη ἐν ἀτμοσφαίρᾳ φιλικῇ καὶ ἐκτιμᾶται ὅτι αἱ σχέσεις τῶν δύο χωρῶν θὰ βελτιωθοῦν σημαντικῶς κατὰ τοὺς προσεχεῖς μῆνας, ἐνῷ ἀναμένονται νέαι ἀνακοινώσεις ἐκ μέρους τῶν κυβερνήσεων. <box>417 1229 601 1324</box>
article-body: Ὁ ἐκπρόσωπος τοῦ ὑπουργείου ἐδήλωσεν ὅτι ἡ κυβέρνησις παρακολουθεῖ στενῶς τὴν ἐξέλιξιν τῆς καταστάσεως καὶ ὅτι οὐδεμία ἀπόφασις ἐλήφθη εἰσέτι. Τὸ θέμα θὰ συζητηθῇ ἐκ νέου κατὰ τὴν προσεχῆ συνεδρίασιν τοῦ συμβουλίου. <box>6 1494 405 1634</box>
headline-nato-eec: ΕΠΙΤΡΟΠΗ ΤΟΥ ΝΑΤΟ ΣΥΝΕΖΗΤΗΣΕ ΔΙΕΞΟΔΙΚΩΣ ΤΟ ΘΕΜΑ ΤΩΝ ΣΧΕΣΕΩΝ ΗΝ. ΠΟΛΙΤΕΙΩΝ—ΕΟΚ <box>1208 576 1545 608</box>
article-body: Ὁ ἐκπρόσωπος τοῦ ὑπουργείου ἐδήλωσεν ὅτι ἡ κυβέρνησις παρακολουθεῖ στενῶς τὴν ἐξέλιξιν τῆς καταστάσεως καὶ ὅτι οὐδεμία ἀπόφασις ἐλήφθη εἰσέτι. Τὸ θέμα θὰ συζητηθῇ ἐκ νέου κατὰ τὴν προσεχῆ συνεδρίασιν τοῦ συμβουλίου. <box>417 1086 601 1167</box>
article-body: Ὁ ἐκπρόσωπος τοῦ ὑπουργείου ἐδήλωσεν ὅτι ἡ κυβέρνησις παρακολουθεῖ στενῶς τὴν ἐξέλιξιν τῆς καταστάσεως καὶ ὅτι οὐδεμία ἀπόφασις ἐλήφθη εἰσέτι. Τὸ θέμα θὰ συζητηθῇ ἐκ νέου κατὰ τὴν προσεχῆ συνεδρίασιν τοῦ συμβουλίου. <box>1192 465 1372 560</box>
subheadline-atomic: ΣΥΝΕΡΧΕΤΑΙ Η ΕΠΙΤΡΟΠΗ ΑΤΟΜΙΚΗΣ ΕΝΕΡΓΕΙΑΣ <box>1000 318 1176 341</box>
article-body: Αἱ ἀρχαὶ ἀνεκοίνωσαν ὅτι ἡ ἔρευνα συνεχίζεται καὶ ὅτι θὰ δοθοῦν λεπτομέρειαι ἐν καιρῷ. Ἐν τῷ μεταξὺ, ἐπικρατεῖ ἡσυχία εἰς τὴν περιοχήν, οἱ δὲ κάτοικοι ἐπανέρχονται βαθμηδὸν εἰς τὰς συνήθεις ἀσχολίας των. <box>6 466 405 606</box>
article-body: Ὁ ἐκπρόσωπος τοῦ ὑπουργείου ἐδήλωσεν ὅτι ἡ κυβέρνησις παρακολουθεῖ στενῶς τὴν ἐξέλιξιν τῆς καταστάσεως καὶ ὅτι οὐδεμία ἀπόφασις ἐλήφθη εἰσέτι. Τὸ θέμα θὰ συζητηθῇ ἐκ νέου κατὰ τὴν προσεχῆ συνεδρίασιν τοῦ συμβουλίου. <box>1192 277 1372 372</box>
lead-headline-sterling: Ἐνισχύθη ἡ στερλίνα εἰς τὰς ἀγορὰς τῆς Δυτικῆς Εὐρώπης <box>24 41 387 137</box>
buy-rate: 29,85 <box>877 1416 907 1428</box>
dateline: ΤΕΛ ΑΒΙΒ, 5. (Ἠνωμ. Τύποι).— <box>1209 1142 1352 1155</box>
article-body: Κατὰ τὰς πληροφορίας τῶν ἁρμοδίων κύκλων, ἡ σύσκεψις διεξήχθη ἐν ἀτμοσφαίρᾳ φιλικῇ καὶ ἐκτιμᾶται ὅτι αἱ σχέσεις τῶν δύο χωρῶν θὰ βελτιωθοῦν σημαντικῶς κατὰ τοὺς προσεχεῖς μῆνας, ἐνῷ ἀναμένονται νέαι ἀνακοινώσεις ἐκ μέρους τῶν κυβερνήσεων. <box>210 313 405 408</box>
article-body: Κατὰ τὰς πληροφορίας τῶν ἁρμοδίων κύκλων, ἡ σύσκεψις διεξήχθη ἐν ἀτμοσφαίρᾳ φιλικῇ καὶ ἐκτιμᾶται ὅτι αἱ σχέσεις τῶν δύο χωρῶν θὰ βελτιωθοῦν σημαντικῶς κατὰ τοὺς προσεχεῖς μῆνας, ἐνῷ ἀναμένονται νέαι ἀνακοινώσεις ἐκ μέρους τῶν κυβερνήσεων. <box>6 1072 201 1167</box>
dateline: ΧΑΡΤΟΥΜ, 5. (Ἀσ. Πρές).— <box>1014 1247 1146 1260</box>
subheadline-waldheim-indochina: Ὁ Βαλντχάιμ ζητεῖ ἐπαναλειτουργίαν τῆς ἐπιτροπῆς διὰ τὴν Ἰνδοκίναν <box>621 147 1171 192</box>
article-body: Ὁ ἐκπρόσωπος τοῦ ὑπουργείου ἐδήλωσεν ὅτι ἡ κυβέρνησις παρακολουθεῖ στενῶς τὴν ἐξέλιξιν τῆς καταστάσεως καὶ ὅτι οὐδεμία ἀπόφασις ἐλήφθη εἰσέτι. Τὸ θέμα θὰ συζητηθῇ ἐκ νέου κατὰ τὴν προσεχῆ συνεδρίασιν τοῦ συμβουλίου. <box>6 1174 201 1256</box>
article-body: Κατὰ τὰς πληροφορίας τῶν ἁρμοδίων κύκλων, ἡ σύσκεψις διεξήχθη ἐν ἀτμοσφαίρᾳ φιλικῇ καὶ ἐκτιμᾶται ὅτι αἱ σχέσεις τῶν δύο χωρῶν θὰ βελτιωθοῦν σημαντικῶς κατὰ τοὺς προσεχεῖς μῆνας, ἐνῷ ἀναμένονται νέαι ἀνακοινώσεις ἐκ μέρους τῶν κυβερνήσεων. <box>805 581 1179 796</box>
article-body: Αἱ ἀρχαὶ ἀνεκοίνωσαν ὅτι ἡ ἔρευνα συνεχίζεται καὶ ὅτι θὰ δοθοῦν λεπτομέρειαι ἐν καιρῷ. Ἐν τῷ μεταξὺ, ἐπικρατεῖ ἡσυχία εἰς τὴν περιοχήν, οἱ δὲ κάτοικοι ἐπανέρχονται βαθμηδὸν εἰς τὰς συνήθεις ἀσχολίας των. <box>1382 182 1562 264</box>
exchange-rate-row <box>613 1427 984 1438</box>
sell-rate: 9,4543 <box>946 1481 982 1493</box>
sell-rate: 78,39 <box>952 1438 982 1450</box>
exchange-rate-row <box>613 1416 984 1427</box>
headline-engineers-tax: Η ΦΟΡΟΛΟΓΙΑ ΕΙΣΟΔΗΜΑΤΟΣ ΤΩΝ ΜΗΧΑΝΙΚΩΝ <box>420 884 598 914</box>
dateline: ΜΟΝΤΡΕΑΛ, 5. (Ἠνωμ. Τύποι).— <box>631 865 786 877</box>
divider <box>1192 394 1562 395</box>
headline-hijackers: Ἀεροπειραταὶ ἀπήχαγον «Μπόϊκ» μὲ 82 ἐπιβάτας <box>427 62 591 163</box>
divider <box>417 719 601 720</box>
dateline: ΒΑΡΣΟΒΙΑ, 5. (Ρώυτερ).— <box>24 897 147 910</box>
currency-name: Λιρέττα Ἰταλίας <box>615 1492 705 1504</box>
dateline: ΑΘΗΝΑΙ, 5.— <box>435 916 502 929</box>
article-body: Αἱ ἀρχαὶ ἀνεκοίνωσαν ὅτι ἡ ἔρευνα συνεχίζεται καὶ ὅτι θὰ δοθοῦν λεπτομέρειαι ἐν καιρῷ. Ἐν τῷ μεταξὺ, ἐπικρατεῖ ἡσυχία εἰς τὴν περιοχήν, οἱ δὲ κάτοικοι ἐπανέρχονται βαθμηδὸν εἰς τὰς συνήθεις ἀσχολίας των. <box>1382 904 1562 985</box>
buy-rate: 68,09 <box>877 1459 907 1471</box>
article-body: Ὁ ἐκπρόσωπος τοῦ ὑπουργείου ἐδήλωσεν ὅτι ἡ κυβέρνησις παρακολουθεῖ στενῶς τὴν ἐξέλιξιν τῆς καταστάσεως καὶ ὅτι οὐδεμία ἀπόφασις ἐλήφθη εἰσέτι. Τὸ θέμα θὰ συζητηθῇ ἐκ νέου κατὰ τὴν προσεχῆ συνεδρίασιν τοῦ συμβουλίου. <box>210 738 405 819</box>
divider <box>417 1018 601 1019</box>
dateline: ΜΠΟΥΕΝΟΣ ΑΫΡΕΣ, 5. (Ρώυτερ).— <box>24 704 189 717</box>
headline-indian-president-belgrade: Ο ΙΝΔΟΣ ΠΡΟΕΔΡΟΣ ΕΦΘΑΣΕΝ ΕΙΣ ΒΕΛΙΓΡΑΔΙ <box>810 713 982 739</box>
dateline: ΟΥΑΣΙΓΚΤΩΝ, 5. (Ἀσ. Πρές).— <box>24 1493 169 1506</box>
article-body: Κατὰ τὰς πληροφορίας τῶν ἁρμοδίων κύκλων, ἡ σύσκεψις διεξήχθη ἐν ἀτμοσφαίρᾳ φιλικῇ καὶ ἐκτιμᾶται ὅτι αἱ σχέσεις τῶν δύο χωρῶν θὰ βελτιωθοῦν σημαντικῶς κατὰ τοὺς προσεχεῖς μῆνας, ἐνῷ ἀναμένονται νέαι ἀνακοινώσεις ἐκ μέρους τῶν κυβερνήσεων. <box>6 218 201 313</box>
